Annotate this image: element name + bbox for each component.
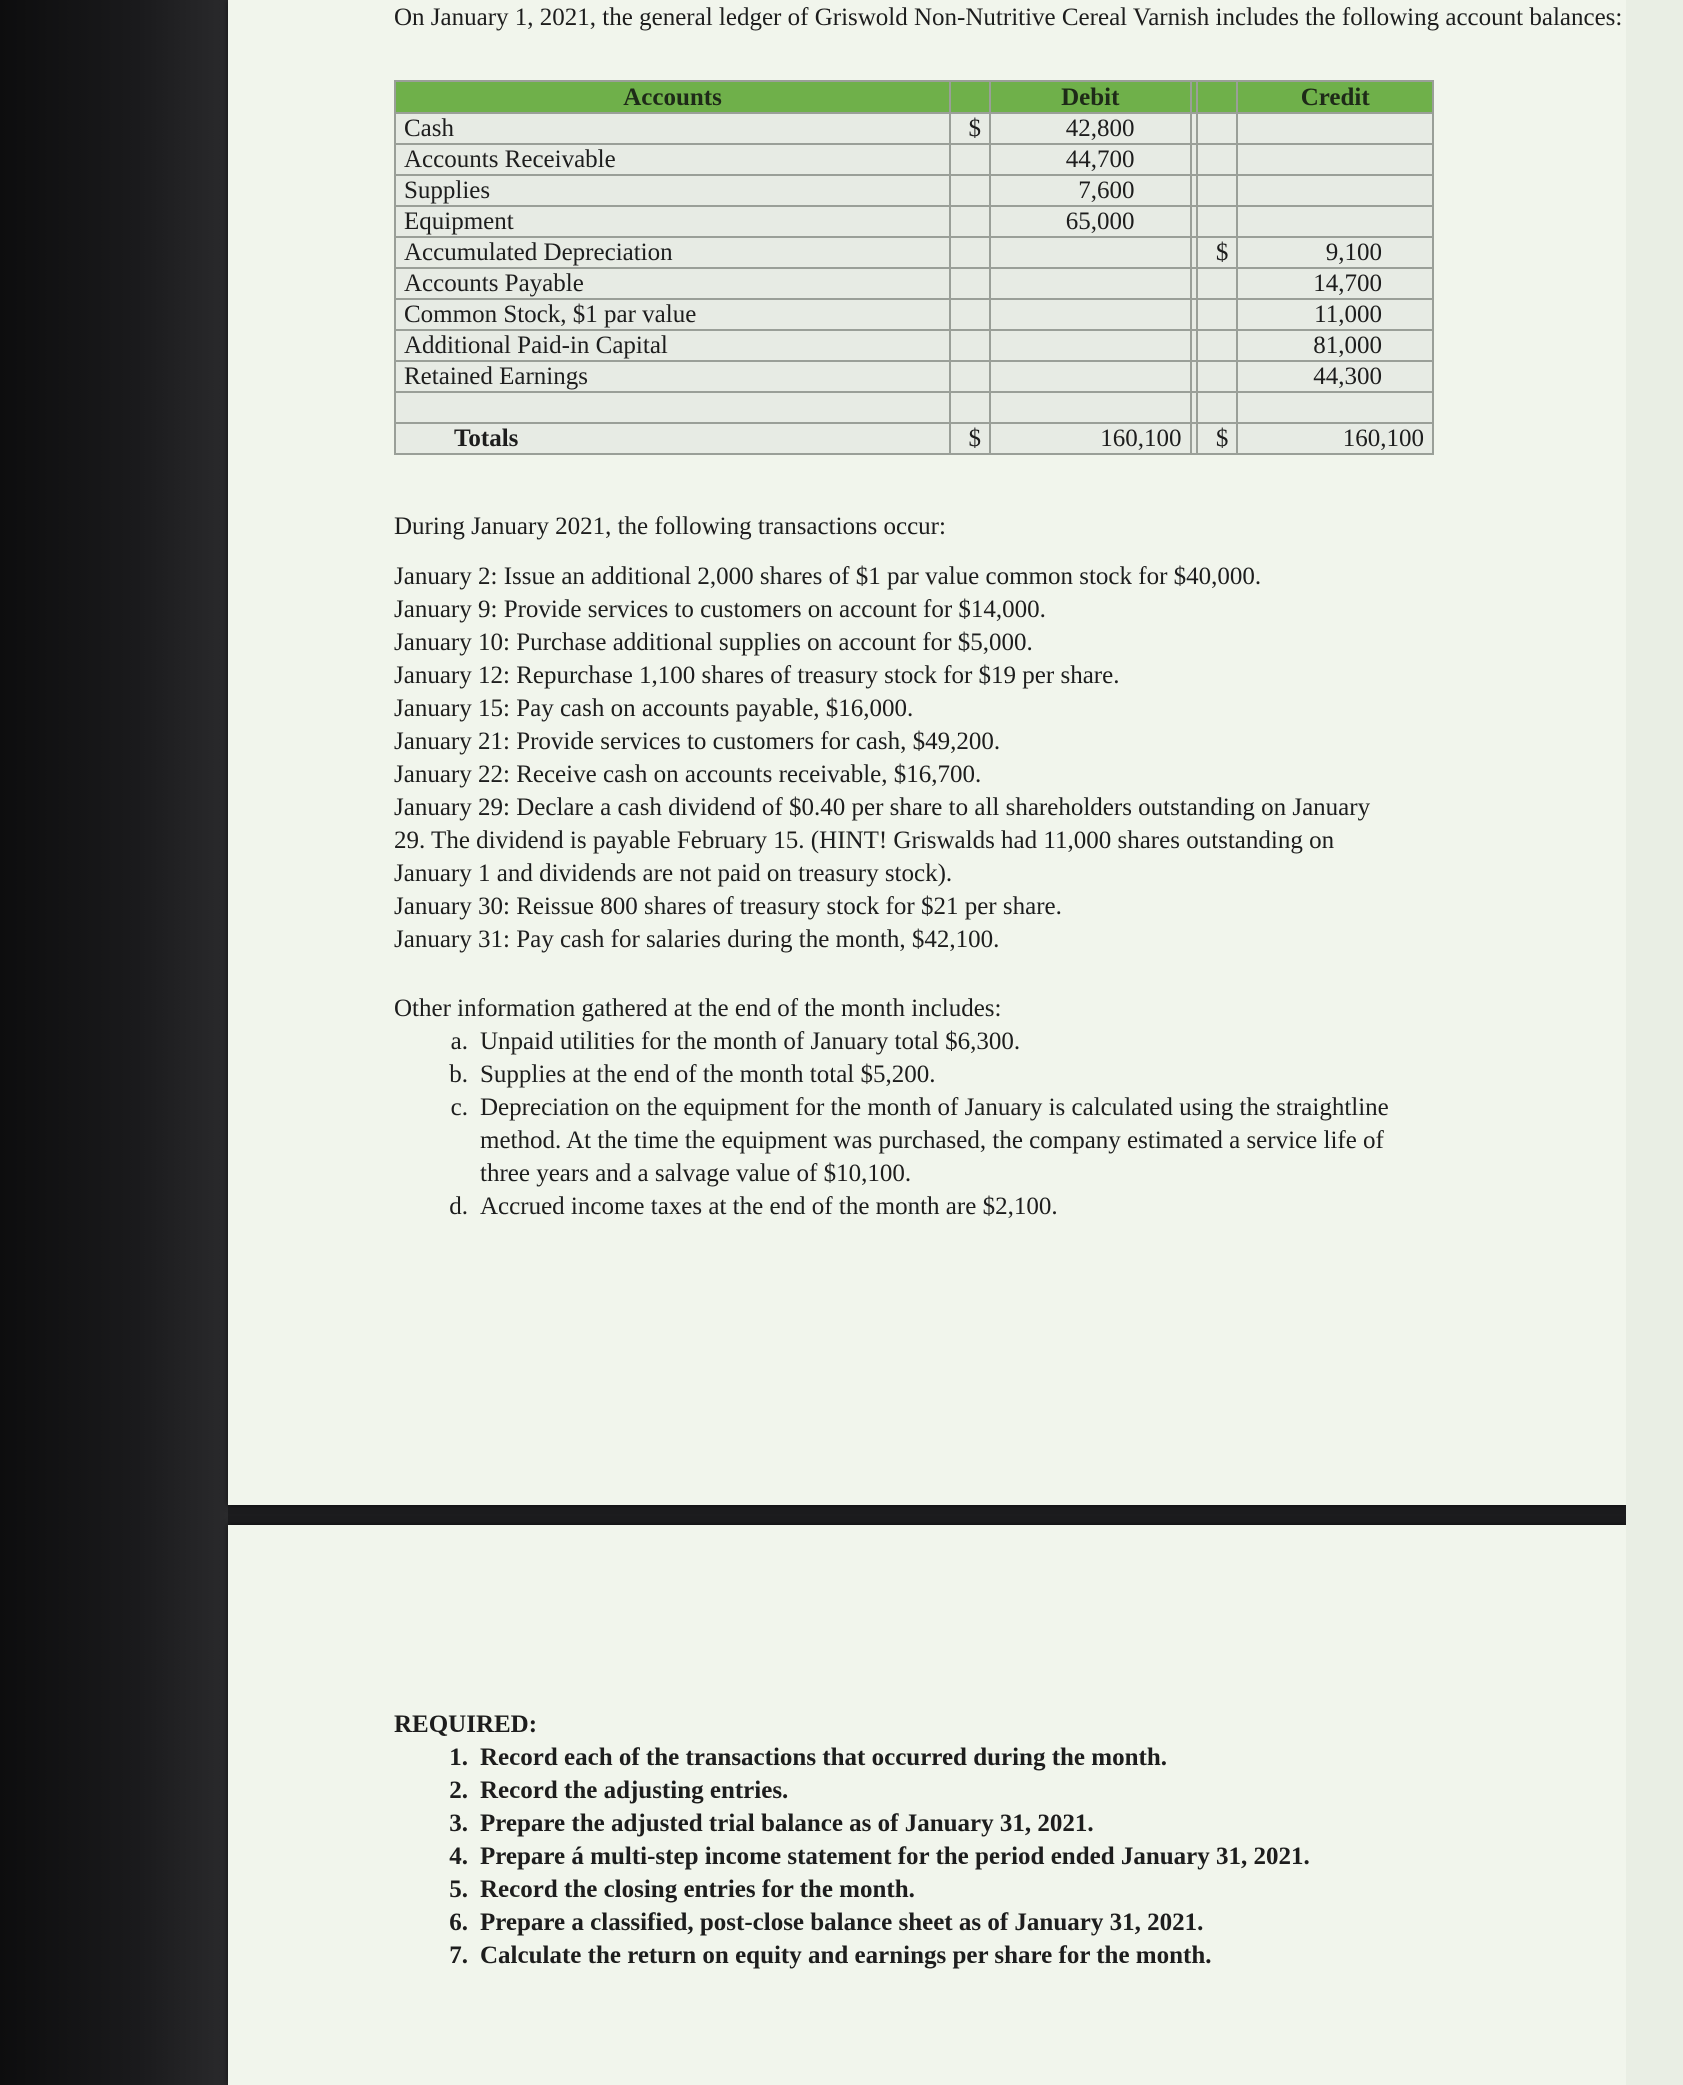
ledger-totals-row <box>395 423 1433 454</box>
column-gap <box>1191 299 1198 330</box>
ledger-row <box>395 361 1433 392</box>
transaction-item: January 12: Repurchase 1,100 shares of treasury stock for $19 per share. <box>394 662 1120 689</box>
header-accounts: Accounts <box>395 81 950 113</box>
credit-amount: 11,000 <box>1237 299 1433 330</box>
column-gap <box>1191 361 1198 392</box>
ledger-row <box>395 299 1433 330</box>
spacer-cell <box>1197 392 1237 423</box>
account-name: Additional Paid-in Capital <box>395 330 950 361</box>
debit-symbol <box>950 299 990 330</box>
required-text: Record the adjusting entries. <box>480 1777 789 1804</box>
list-marker: 7. <box>449 1942 468 1969</box>
required-item <box>394 1774 1654 1807</box>
column-gap <box>1191 144 1198 175</box>
required-item <box>394 1741 1654 1774</box>
account-name: Retained Earnings <box>395 361 950 392</box>
intro-text: On January 1, 2021, the general ledger of Griswold Non-Nutritive Cereal Varnish includes the following account balances: <box>394 4 1623 31</box>
header-gap <box>1191 81 1198 113</box>
header-blank <box>1197 81 1237 113</box>
required-text: Prepare a classified, post-close balance sheet as of January 31, 2021. <box>480 1909 1204 1936</box>
spacer-cell <box>395 392 950 423</box>
required-item <box>394 1873 1654 1906</box>
required-text: Calculate the return on equity and earnings per share for the month. <box>480 1942 1212 1969</box>
credit-amount <box>1237 144 1433 175</box>
other-info-section <box>394 992 1654 1223</box>
list-marker: 3. <box>449 1810 468 1837</box>
list-marker: 1. <box>449 1744 468 1771</box>
account-name: Cash <box>395 113 950 144</box>
ledger-row <box>395 113 1433 144</box>
transaction-item: January 9: Provide services to customers on account for $14,000. <box>394 596 1046 623</box>
header-credit: Credit <box>1237 81 1433 113</box>
totals-debit-amount: 160,100 <box>990 423 1191 454</box>
required-list <box>394 1741 1654 1972</box>
list-marker: b. <box>449 1061 468 1088</box>
required-text: Prepare á multi-step income statement for the period ended January 31, 2021. <box>480 1843 1310 1870</box>
credit-amount: 9,100 <box>1237 237 1433 268</box>
credit-symbol: $ <box>1197 237 1237 268</box>
account-name: Supplies <box>395 175 950 206</box>
list-marker: 4. <box>449 1843 468 1870</box>
ledger-row <box>395 237 1433 268</box>
transaction-item: January 31: Pay cash for salaries during the month, $42,100. <box>394 926 1000 953</box>
ledger-row <box>395 206 1433 237</box>
transaction-item: January 2: Issue an additional 2,000 shares of $1 par value common stock for $40,000. <box>394 563 1262 590</box>
column-gap <box>1191 113 1198 144</box>
debit-amount: 65,000 <box>990 206 1191 237</box>
list-marker: 6. <box>449 1909 468 1936</box>
account-name: Accounts Payable <box>395 268 950 299</box>
debit-amount: 7,600 <box>990 175 1191 206</box>
credit-amount <box>1237 113 1433 144</box>
other-info-text: Supplies at the end of the month total $5,200. <box>480 1061 936 1088</box>
account-name: Equipment <box>395 206 950 237</box>
required-section <box>394 1708 1654 1972</box>
account-name: Common Stock, $1 par value <box>395 299 950 330</box>
column-gap <box>1191 330 1198 361</box>
other-info-item <box>394 1058 1654 1091</box>
page-top <box>228 0 1626 1505</box>
list-marker: c. <box>450 1094 468 1121</box>
transaction-item: January 22: Receive cash on accounts receivable, $16,700. <box>394 761 982 788</box>
totals-credit-amount: 160,100 <box>1237 423 1433 454</box>
ledger-row <box>395 330 1433 361</box>
spacer-cell <box>1237 392 1433 423</box>
page-bottom <box>228 1525 1626 2085</box>
debit-symbol <box>950 175 990 206</box>
debit-symbol <box>950 330 990 361</box>
credit-symbol <box>1197 113 1237 144</box>
ledger-row <box>395 268 1433 299</box>
required-text: Record each of the transactions that occurred during the month. <box>480 1744 1167 1771</box>
other-info-text: Depreciation on the equipment for the month of January is calculated using the straightline method. At the time the equipment was purchased, the company estimated a service life of three years and a salvage value of $10,100. <box>480 1094 1389 1187</box>
ledger-row <box>395 175 1433 206</box>
credit-symbol <box>1197 144 1237 175</box>
transaction-item: January 29: Declare a cash dividend of $0.40 per share to all shareholders outstanding on January 29. The dividend is payable February 15. (HINT! Griswalds had 11,000 shares outstanding on January 1 and dividends are not paid on treasury stock). <box>394 794 1371 887</box>
list-marker: a. <box>450 1028 468 1055</box>
other-info-text: Unpaid utilities for the month of January total $6,300. <box>480 1028 1021 1055</box>
header-debit: Debit <box>990 81 1191 113</box>
transaction-item: January 10: Purchase additional supplies on account for $5,000. <box>394 629 1033 656</box>
ledger-spacer-row <box>395 392 1433 423</box>
required-item <box>394 1939 1654 1972</box>
credit-symbol <box>1197 175 1237 206</box>
debit-symbol <box>950 144 990 175</box>
debit-amount <box>990 299 1191 330</box>
other-info-text: Accrued income taxes at the end of the month are $2,100. <box>480 1193 1058 1220</box>
debit-amount <box>990 330 1191 361</box>
column-gap <box>1191 175 1198 206</box>
credit-symbol <box>1197 299 1237 330</box>
transaction-item: January 30: Reissue 800 shares of treasury stock for $21 per share. <box>394 893 1062 920</box>
credit-amount: 44,300 <box>1237 361 1433 392</box>
spacer-cell <box>990 392 1191 423</box>
list-marker: d. <box>449 1193 468 1220</box>
credit-symbol <box>1197 206 1237 237</box>
other-info-item <box>394 1091 1654 1190</box>
totals-label: Totals <box>395 423 950 454</box>
account-name: Accounts Receivable <box>395 144 950 175</box>
credit-amount <box>1237 175 1433 206</box>
transactions-intro: During January 2021, the following transactions occur: <box>394 513 946 540</box>
credit-amount: 14,700 <box>1237 268 1433 299</box>
column-gap <box>1191 268 1198 299</box>
debit-symbol <box>950 237 990 268</box>
other-info-item <box>394 1025 1654 1058</box>
credit-symbol <box>1197 361 1237 392</box>
other-info-list <box>394 1025 1654 1223</box>
required-text: Record the closing entries for the month. <box>480 1876 915 1903</box>
debit-amount <box>990 237 1191 268</box>
spacer-cell <box>950 392 990 423</box>
account-name: Accumulated Depreciation <box>395 237 950 268</box>
required-item <box>394 1807 1654 1840</box>
transaction-item: January 15: Pay cash on accounts payable, $16,000. <box>394 695 914 722</box>
debit-symbol: $ <box>950 113 990 144</box>
transactions-list <box>394 560 1654 956</box>
debit-symbol <box>950 206 990 237</box>
ledger-table <box>394 80 1434 455</box>
debit-amount: 44,700 <box>990 144 1191 175</box>
credit-amount: 81,000 <box>1237 330 1433 361</box>
screen-bezel <box>0 0 228 2085</box>
required-item <box>394 1840 1654 1873</box>
ledger-header-row <box>395 81 1433 113</box>
spacer-cell <box>1191 392 1198 423</box>
column-gap <box>1191 423 1198 454</box>
debit-amount: 42,800 <box>990 113 1191 144</box>
required-item <box>394 1906 1654 1939</box>
debit-symbol <box>950 361 990 392</box>
debit-amount <box>990 361 1191 392</box>
header-blank <box>950 81 990 113</box>
other-info-intro: Other information gathered at the end of the month includes: <box>394 995 1002 1022</box>
other-info-item <box>394 1190 1654 1223</box>
column-gap <box>1191 206 1198 237</box>
credit-symbol <box>1197 268 1237 299</box>
credit-amount <box>1237 206 1433 237</box>
ledger-row <box>395 144 1433 175</box>
page-edge <box>1626 0 1683 2085</box>
required-text: Prepare the adjusted trial balance as of January 31, 2021. <box>480 1810 1094 1837</box>
debit-amount <box>990 268 1191 299</box>
totals-credit-symbol: $ <box>1197 423 1237 454</box>
column-gap <box>1191 237 1198 268</box>
totals-debit-symbol: $ <box>950 423 990 454</box>
list-marker: 2. <box>449 1777 468 1804</box>
credit-symbol <box>1197 330 1237 361</box>
transaction-item: January 21: Provide services to customers for cash, $49,200. <box>394 728 1001 755</box>
debit-symbol <box>950 268 990 299</box>
required-title: REQUIRED: <box>394 1711 538 1738</box>
transactions-section <box>394 510 1654 956</box>
list-marker: 5. <box>449 1876 468 1903</box>
